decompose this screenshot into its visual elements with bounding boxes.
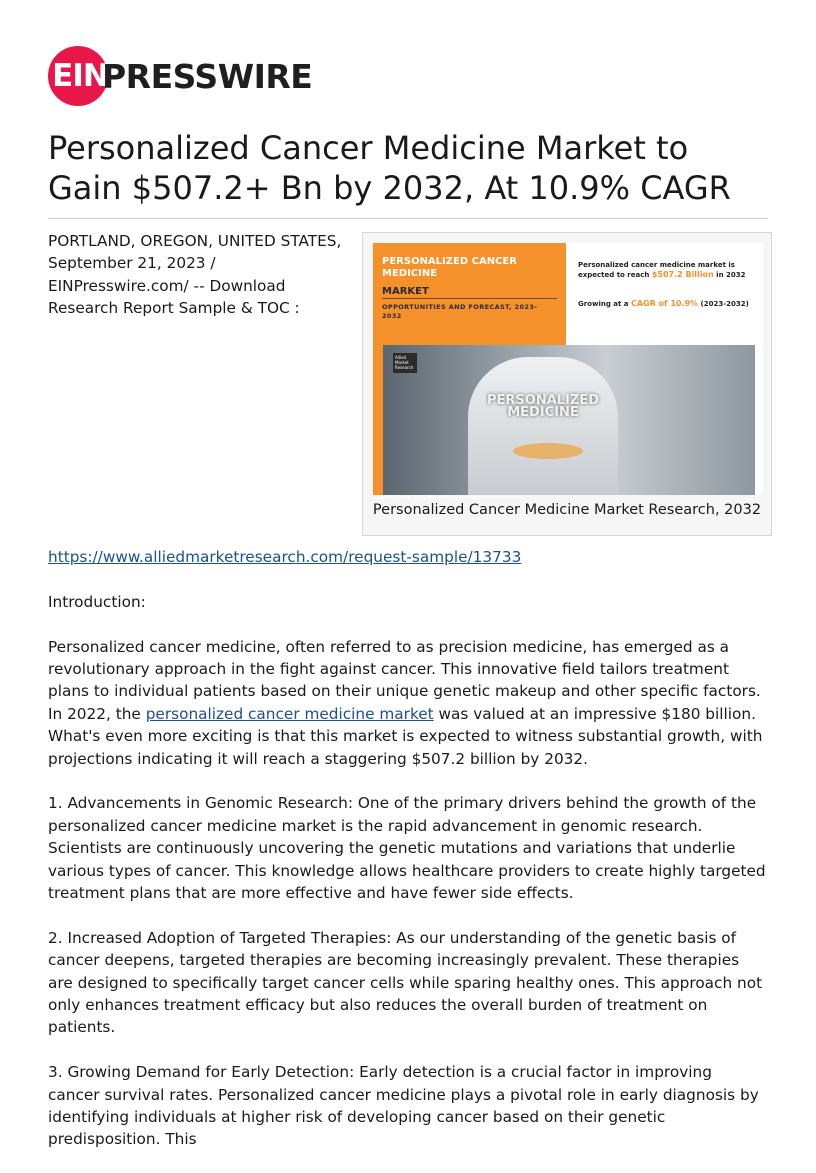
dateline-text: PORTLAND, OREGON, UNITED STATES, September 21, 2023 / EINPresswire.com/ -- Download Research Report Sample & TOC : — [48, 232, 342, 318]
figure-caption: Personalized Cancer Medicine Market Research, 2032 — [372, 502, 762, 518]
report-figure[interactable] — [362, 232, 772, 536]
intro-text-before: Personalized cancer medicine, often referred to as precision medicine, has emerged as a revolutionary approach in the fight against cancer. This innovative field tailors treatment plans to individual patients based on their unique genetic makeup and other specific factors. In 2022, the — [48, 637, 761, 723]
allied-badge: Allied Market Research — [393, 353, 417, 373]
stat2-pre: Growing at a — [578, 300, 631, 308]
logo-circle — [48, 46, 108, 106]
stat2-post: (2023-2032) — [698, 300, 749, 308]
intro-paragraph — [48, 636, 768, 770]
request-sample-link[interactable]: https://www.alliedmarketresearch.com/request-sample/13733 — [48, 548, 522, 566]
banner-title: PERSONALIZED CANCER MEDICINE — [382, 256, 517, 279]
intro-text-after: was valued at an impressive $180 billion. What's even more exciting is that this market is expected to witness substantial growth, with projections indicating it will reach a staggering $507.2 billion by 2032. — [48, 704, 763, 768]
report-infographic — [373, 243, 763, 501]
doctor-coat-shape — [468, 357, 618, 495]
point-early-detection: 3. Growing Demand for Early Detection: Early detection is a crucial factor in improving cancer survival rates. Personalized cancer medicine plays a pivotal role in early diagnosis by identifying individuals at higher risk of developing cancer based on their genetic predisposition. This — [48, 1063, 759, 1149]
page-title: Personalized Cancer Medicine Market to Gain $507.2+ Bn by 2032, At 10.9% CAGR — [48, 129, 731, 207]
stat1-value: $507.2 Billion — [651, 270, 714, 279]
logo-ein-text: EIN — [52, 58, 108, 94]
banner-divider — [382, 298, 557, 299]
stat2-value: CAGR of 10.9% — [630, 299, 699, 308]
infographic-footer: Report Code: A13366 www.alliedmarketresearch.com — [377, 495, 525, 501]
doctor-photo — [383, 345, 755, 495]
market-link[interactable]: personalized cancer medicine market — [145, 704, 434, 723]
point-targeted-therapies: 2. Increased Adoption of Targeted Therapies: As our understanding of the genetic basis of cancer deepens, targeted therapies are becoming increasingly prevalent. These therapies are designed to specifically target cancer cells while sparing healthy ones. This approach not only enhances treatment efficacy but also reduces the overall burden of treatment on patients. — [48, 928, 763, 1037]
point-genomic-research: 1. Advancements in Genomic Research: One of the primary drivers behind the growth of the personalized cancer medicine market is the rapid advancement in genomic research. Scientists are continuously uncovering the genetic mutations and variations that underlie various types of cancer. This knowledge allows healthcare providers to create highly targeted treatment plans that are more effective and have fewer side effects. — [48, 794, 766, 903]
logo-presswire-text: PRESSWIRE — [102, 56, 313, 96]
banner-tagline: OPPORTUNITIES AND FORECAST, 2023-2032 — [382, 303, 538, 320]
stat1-pre: Personalized cancer medicine market is expected to reach — [578, 261, 735, 279]
photo-overlay-text: PERSONALIZED MEDICINE — [487, 393, 599, 420]
hand-pill-shape — [513, 443, 583, 459]
title-divider — [48, 218, 768, 219]
einpresswire-logo[interactable] — [48, 44, 312, 108]
stat-cagr — [578, 299, 758, 309]
article-body — [48, 230, 768, 1173]
introduction-label: Introduction: — [48, 592, 146, 611]
banner-subtitle: MARKET — [382, 286, 429, 297]
stat1-post: in 2032 — [713, 271, 746, 279]
stat-market-size — [578, 261, 758, 280]
